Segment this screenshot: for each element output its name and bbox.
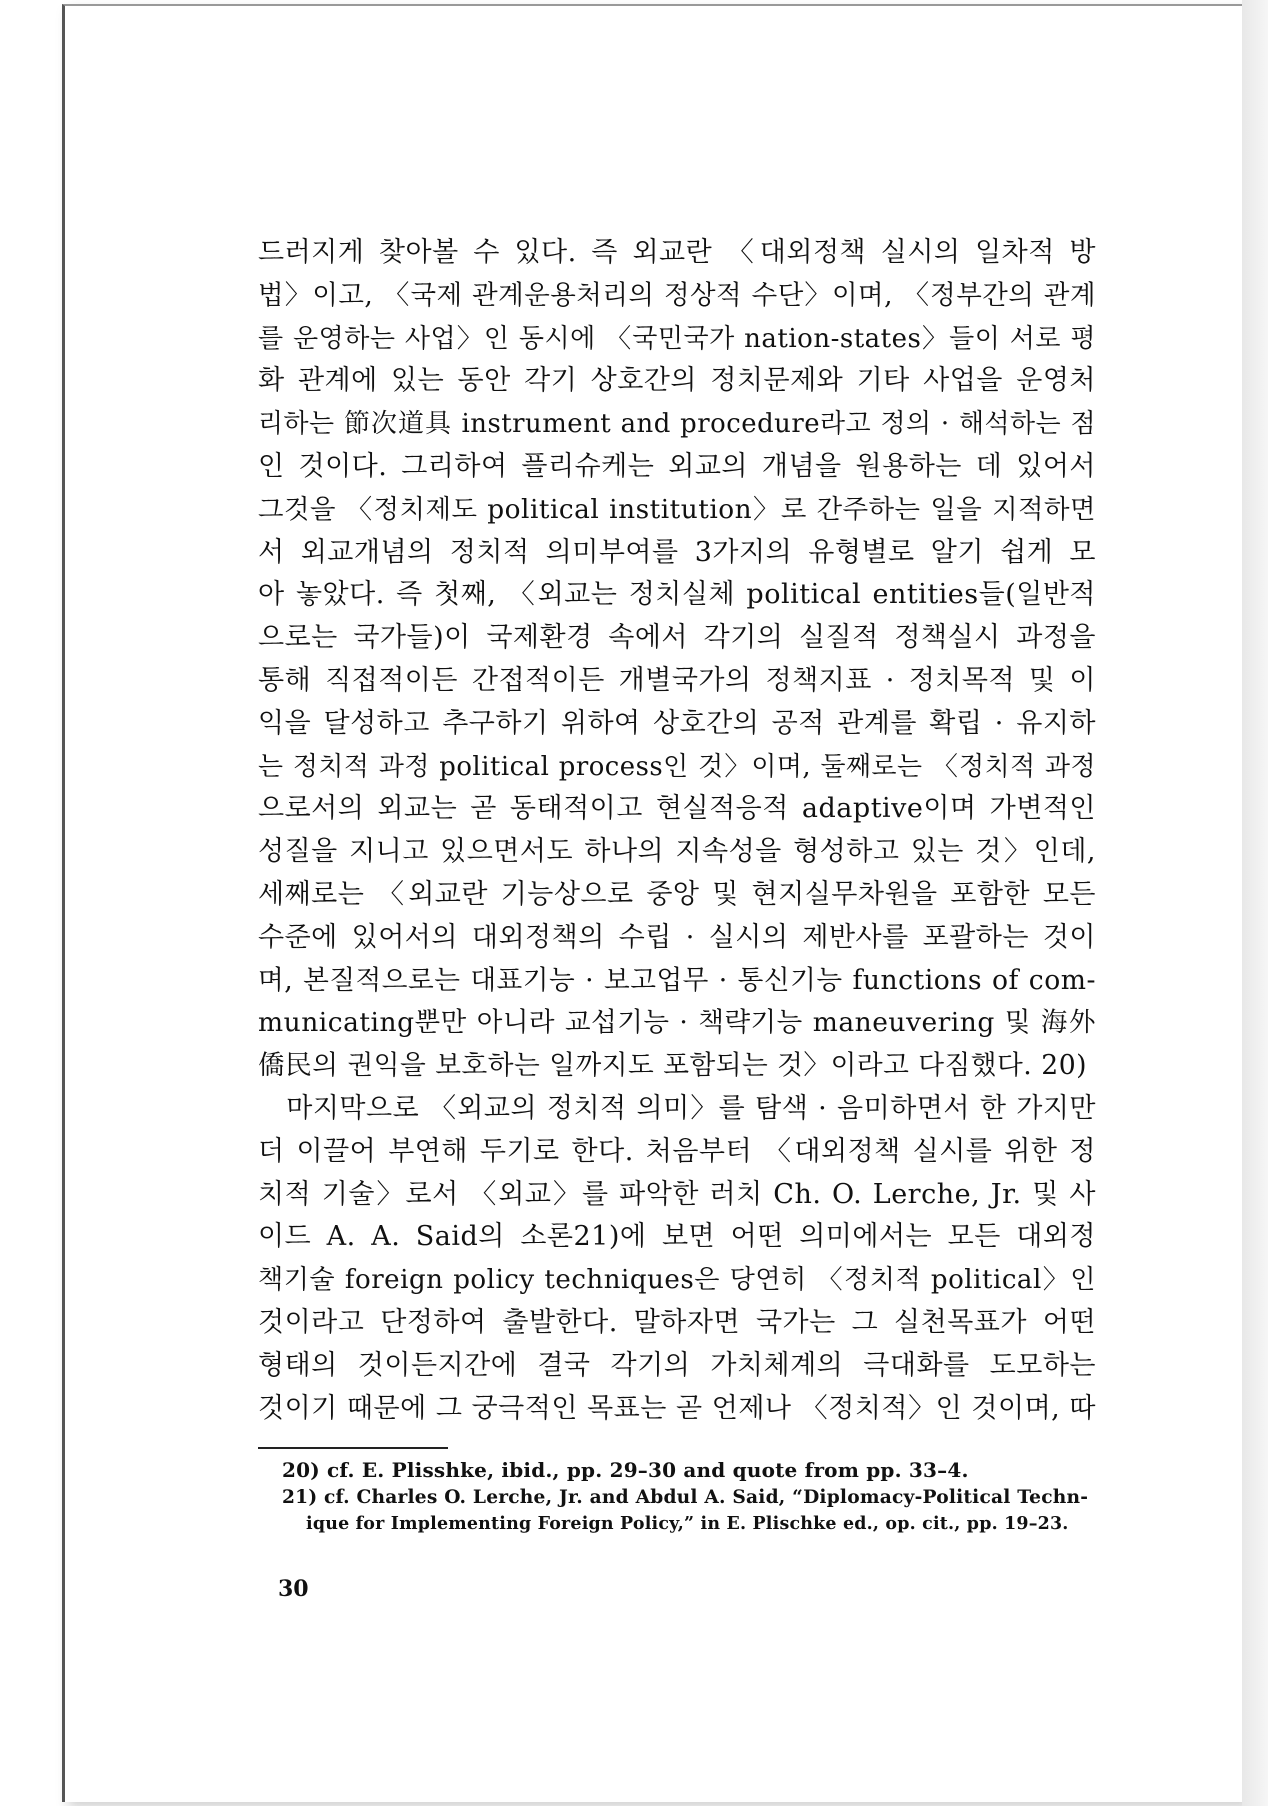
body-line: 으로서의 외교는 곧 동태적이고 현실적응적 adaptive이며 가변적인 [258,793,1096,825]
footnote-21-continued: ique for Implementing Foreign Policy,” in E. Plischke ed., op. cit., pp. 19–23. [306,1514,1069,1534]
body-line: 화 관계에 있는 동안 각기 상호간의 정치문제와 기타 사업을 운영처 [258,365,1096,397]
body-line: municating뿐만 아니라 교섭기능 · 책략기능 maneuvering 및 海外 [258,1007,1096,1039]
body-line: 서 외교개념의 정치적 의미부여를 3가지의 유형별로 알기 쉽게 모 [258,536,1096,568]
body-line: 형태의 것이든지간에 결국 각기의 가치체계의 극대화를 도모하는 [258,1349,1096,1381]
body-line: 수준에 있어서의 대외정책의 수립 · 실시의 제반사를 포괄하는 것이 [258,921,1096,953]
body-line: 익을 달성하고 추구하기 위하여 상호간의 공적 관계를 확립 · 유지하 [258,707,1096,739]
body-text [258,232,1096,1430]
body-line: 인 것이다. 그리하여 플리슈케는 외교의 개념을 원용하는 데 있어서 [258,450,1096,482]
body-line: 세째로는 〈외교란 기능상으로 중앙 및 현지실무차원을 포함한 모든 [258,878,1096,910]
footnote-21: 21) cf. Charles O. Lerche, Jr. and Abdul A. Said, “Diplomacy-Political Techn- [282,1487,1089,1508]
body-line: 이드 A. A. Said의 소론21)에 보면 어떤 의미에서는 모든 대외정 [258,1221,1096,1253]
body-line: 리하는 節次道具 instrument and procedure라고 정의 · 해석하는 점 [258,409,1096,440]
body-line: 마지막으로 〈외교의 정치적 의미〉를 탐색 · 음미하면서 한 가지만 [258,1092,1096,1124]
body-line: 더 이끌어 부연해 두기로 한다. 처음부터 〈대외정책 실시를 위한 정 [258,1135,1096,1167]
body-line: 며, 본질적으로는 대표기능 · 보고업무 · 통신기능 functions of com- [258,964,1096,996]
body-line: 것이라고 단정하여 출발한다. 말하자면 국가는 그 실천목표가 어떤 [258,1306,1096,1338]
footnotes [282,1457,1096,1538]
footnote-20: 20) cf. E. Plisshke, ibid., pp. 29–30 and quote from pp. 33–4. [282,1458,969,1482]
body-line: 드러지게 찾아볼 수 있다. 즉 외교란 〈대외정책 실시의 일차적 방 [258,237,1096,268]
page-edge-shadow [1242,0,1268,1806]
body-line: 것이기 때문에 그 궁극적인 목표는 곧 언제나 〈정치적〉인 것이며, 따 [258,1392,1096,1424]
page-number: 30 [278,1576,309,1602]
body-line: 성질을 지니고 있으면서도 하나의 지속성을 형성하고 있는 것〉인데, [258,836,1096,868]
body-line: 는 정치적 과정 political process인 것〉이며, 둘째로는 〈정치적 과정 [258,751,1096,782]
body-line: 僑民의 권익을 보호하는 일까지도 포함되는 것〉이라고 다짐했다. 20) [258,1050,1088,1082]
body-line: 통해 직접적이든 간접적이든 개별국가의 정책지표 · 정치목적 및 이 [258,664,1096,696]
body-line: 으로는 국가들)이 국제환경 속에서 각기의 실질적 정책실시 과정을 [258,622,1096,654]
body-line: 아 놓았다. 즉 첫째, 〈외교는 정치실체 political entities들(일반적 [258,579,1096,611]
body-line: 그것을 〈정치제도 political institution〉로 간주하는 일을 지적하면 [258,494,1096,525]
body-line: 법〉이고, 〈국제 관계운용처리의 정상적 수단〉이며, 〈정부간의 관계 [258,279,1096,311]
body-line: 치적 기술〉로서 〈외교〉를 파악한 러치 Ch. O. Lerche, Jr. 및 사 [258,1178,1096,1210]
body-line: 책기술 foreign policy techniques은 당연히 〈정치적 political〉인 [258,1265,1096,1296]
footnote-divider [258,1447,448,1449]
body-line: 를 운영하는 사업〉인 동시에 〈국민국가 nation-states〉들이 서로 평 [258,323,1096,354]
